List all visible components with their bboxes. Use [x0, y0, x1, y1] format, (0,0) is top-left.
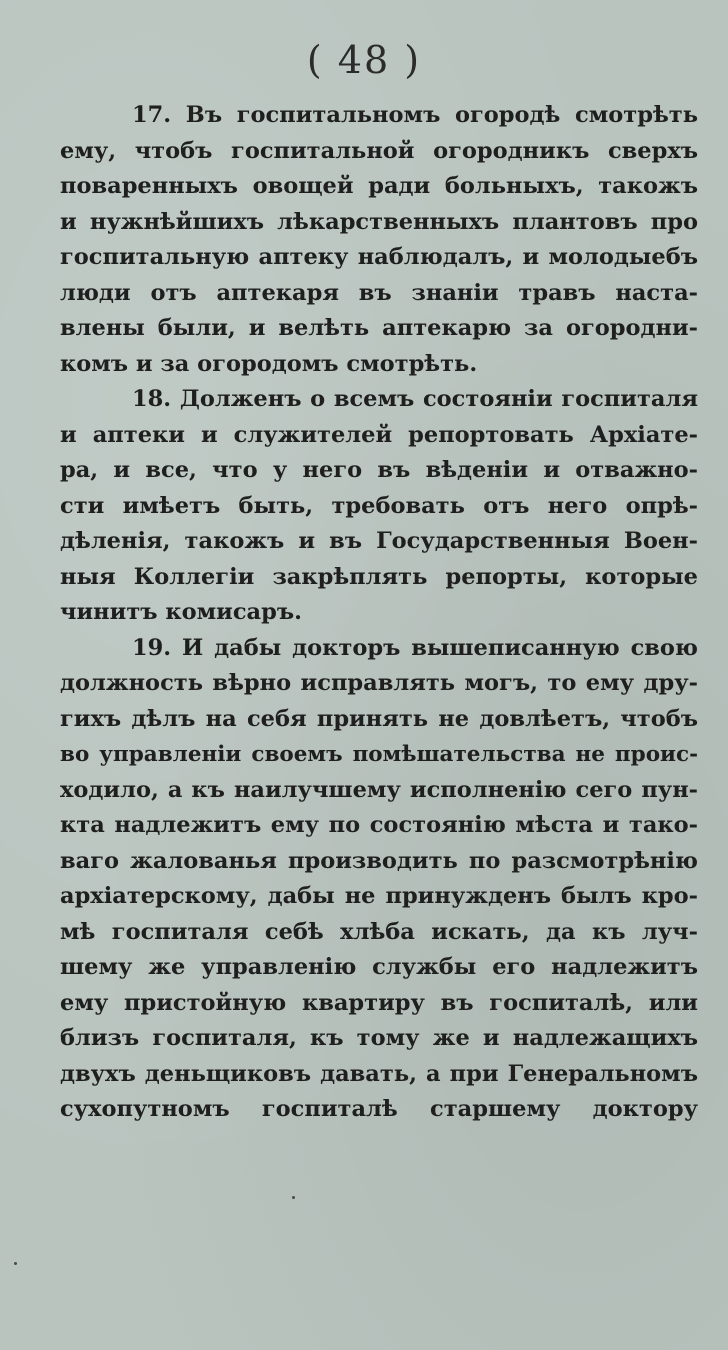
text-line: ему пристойную квартиру въ госпиталѣ, или — [60, 989, 698, 1016]
ink-speck — [292, 1196, 295, 1199]
body-text — [60, 98, 698, 1128]
page-number: ( 48 ) — [306, 38, 422, 82]
text-line: кта надлежитъ ему по состоянiю мѣста и такo- — [60, 812, 698, 838]
text-line: сти имѣетъ быть, требовать отъ него опрѣ- — [60, 492, 698, 519]
text-line: госпитальную аптеку наблюдалъ, и молодыебъ — [60, 244, 698, 270]
text-line: 19. И дабы докторъ вышеписанную свою — [132, 634, 698, 661]
text-line: чинитъ комисаръ. — [60, 599, 302, 625]
text-line: поваренныхъ овощей ради больныхъ, такожъ — [60, 173, 698, 199]
text-line: во управленiи своемъ помѣшательства не проис- — [60, 742, 698, 767]
text-line: ходило, а къ наилучшему исполненiю сего пун- — [60, 776, 698, 803]
text-line: двухъ деньщиковъ давать, а при Генеральномъ — [60, 1060, 698, 1087]
text-line: и нужнѣйшихъ лѣкарственныхъ плантовъ про — [60, 208, 698, 235]
text-line: шему же управленiю службы его надлежитъ — [60, 954, 698, 980]
text-line: ему, чтобъ госпитальной огородникъ сверхъ — [60, 137, 698, 164]
text-line: дѣленiя, такожъ и въ Государственныя Воен- — [60, 528, 698, 554]
text-line: 18. Долженъ о всемъ состоянiи госпиталя — [132, 386, 698, 412]
text-line: архiатерскому, дабы не принужденъ былъ кро- — [60, 883, 698, 909]
text-line: 17. Въ госпитальномъ огородѣ смотрѣть — [132, 102, 698, 128]
text-line: сухопутномъ госпиталѣ старшему доктору — [60, 1096, 698, 1122]
text-line: ваго жалованья производить по разсмотрѣнiю — [60, 847, 698, 874]
text-line: ныя Коллегiи закрѣплять репорты, которые — [60, 563, 698, 590]
text-line: гихъ дѣлъ на себя принять не довлѣетъ, чтобъ — [60, 705, 698, 732]
text-line: влены были, и велѣть аптекарю за огородни- — [60, 315, 698, 341]
text-line: люди отъ аптекаря въ знанiи травъ наста- — [60, 279, 698, 306]
text-line: ра, и все, что у него въ вѣденiи и отважно- — [60, 457, 698, 483]
ink-speck — [14, 1262, 17, 1265]
text-line: комъ и за огородомъ смотрѣть. — [60, 350, 478, 377]
text-line: и аптеки и служителей репортовать Архiатe- — [60, 421, 698, 448]
text-line: должность вѣрно исправлять могъ, то ему дру- — [60, 670, 698, 696]
text-line: мѣ госпиталя себѣ хлѣба искать, да къ луч- — [60, 918, 698, 945]
text-line: близъ госпиталя, къ тому же и надлежащихъ — [60, 1025, 698, 1051]
